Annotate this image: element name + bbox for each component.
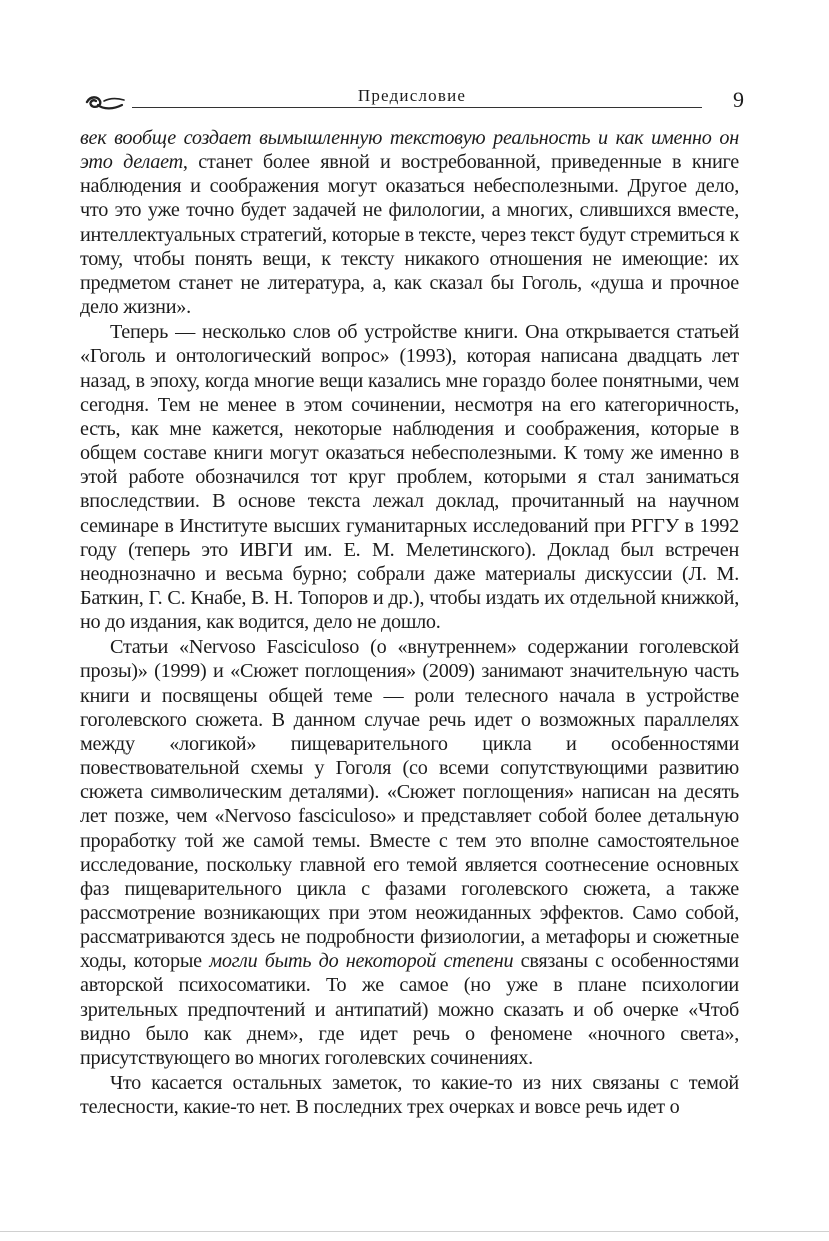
paragraph-text: Статьи «Nervoso Fasciculoso (о «внутреннем» содержании гоголевской прозы)» (1999) и «Сюжет поглощения» (2009) занимают значительную часть книги и посвящены общей теме — роли телесного начала в устройстве гоголевского сюжета. В данном случае речь идет о возможных параллелях между «логикой» пищеварительного цикла и особенностями повествовательной схемы у Гоголя (со всеми сопутствующими развитию сюжета символическим деталями). «Сюжет поглощения» написан на десять лет позже, чем «Nervoso fasciculoso» и представляет собой более детальную проработку той же самой темы. Вместе с тем это вполне самостоятельное исследование, поскольку главной его темой является соотнесение основных фаз пищеварительного цикла с фазами гоголевского сюжета, а также рассмотрение возникающих при этом неожиданных эффектов. Само собой, рассматриваются здесь не подробности физиологии, а метафоры и сюжетные ходы, которые [80, 636, 739, 973]
paragraph [80, 320, 739, 634]
paragraph-text: Теперь — несколько слов об устройстве книги. Она открывается статьей «Гоголь и онтологический вопрос» (1993), которая написана двадцать лет назад, в эпоху, когда многие вещи казались мне гораздо более понятными, чем сегодня. Тем не менее в этом сочинении, несмотря на его категоричность, есть, как мне кажется, некоторые наблюдения и соображения, которые в общем составе книги могут оказаться небесполезными. К тому же именно в этой работе обозначился тот круг проблем, которыми я стал заниматься впоследствии. В основе текста лежал доклад, прочитанный на научном семинаре в Институте высших гуманитарных исследований при РГГУ в 1992 году (теперь это ИВГИ им. Е. М. Мелетинского). Доклад был встречен неоднозначно и весьма бурно; собрали даже материалы дискуссии (Л. М. Баткин, Г. С. Кнабе, В. Н. Топоров и др.), чтобы издать их отдельной книжкой, но до издания, как водится, дело не дошло. [80, 321, 739, 634]
emphasis-text: могли быть до некоторой степени [209, 950, 514, 973]
page-edge-line [0, 1231, 829, 1232]
paragraph [80, 635, 739, 1070]
paragraph [80, 1071, 739, 1119]
running-header [80, 86, 744, 114]
body-text [80, 126, 739, 1119]
header-rule [132, 107, 702, 108]
running-title: Предисловие [357, 86, 467, 105]
paragraph-text: Что касается остальных заметок, то какие-то из них связаны с темой телесности, какие-то нет. В последних трех очерках и вовсе речь идет о [80, 1072, 739, 1119]
paragraph-text: , станет более явной и востребованной, приведенные в книге наблюдения и соображения могут оказаться небесполезными. Другое дело, что это уже точно будет задачей не филологии, а многих, слившихся вместе, интеллектуальных стратегий, которые в тексте, через текст будут стремиться к тому, чтобы понять вещи, к тексту никакого отношения не имеющие: их предметом станет не литература, а, как сказал бы Гоголь, «душа и прочное дело жизни». [80, 151, 740, 319]
page-number: 9 [733, 87, 744, 112]
paragraph-text: связаны с особенностями авторской психосоматики. То же самое (но уже в плане психологии зрительных предпочтений и антипатий) можно сказать и об очерке «Чтоб видно было как днем», где идет речь о феномене «ночного света», присутствующего во многих гоголевских сочинениях. [80, 950, 739, 1069]
paragraph-continued [80, 126, 739, 319]
emphasis-text: век вообще создает вымышленную текстовую реальность и как именно он это делает [80, 127, 739, 174]
